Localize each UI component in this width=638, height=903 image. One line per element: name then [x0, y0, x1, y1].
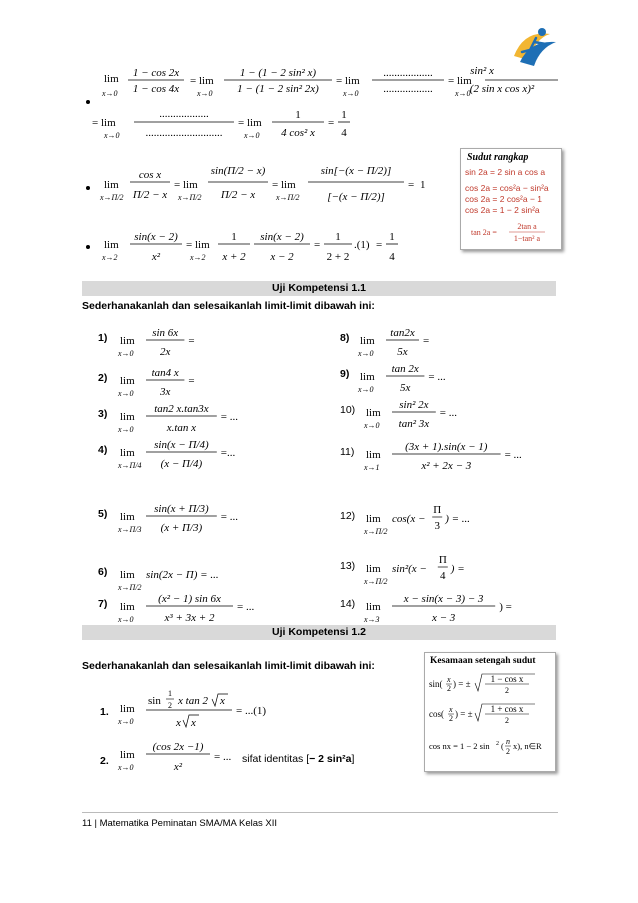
- problem-expression: [118, 498, 318, 542]
- svg-text:x − 3: x − 3: [431, 612, 456, 624]
- svg-text:2: 2: [449, 714, 453, 723]
- instruction-text: Sederhanakanlah dan selesaikanlah limit-limit dibawah ini:: [82, 300, 375, 312]
- identity-line: cos 2a = 1 − 2 sin²a: [465, 205, 540, 215]
- svg-text:sin(: sin(: [429, 679, 443, 689]
- svg-text:x→0: x→0: [358, 349, 374, 358]
- svg-text:=...: =...: [220, 447, 236, 459]
- svg-text:= lim: = lim: [238, 117, 262, 129]
- svg-text:= lim: = lim: [336, 75, 360, 87]
- problem-expression: [364, 436, 564, 480]
- svg-text:= ...: = ...: [220, 411, 239, 423]
- svg-text:) =: ) =: [499, 601, 512, 613]
- bullet: [86, 245, 90, 249]
- svg-text:lim: lim: [366, 601, 381, 613]
- svg-text:tan 2a =: tan 2a =: [471, 228, 497, 237]
- svg-text:2: 2: [496, 741, 499, 747]
- svg-text:x³ + 3x + 2: x³ + 3x + 2: [164, 612, 215, 624]
- problem-number: 13): [340, 560, 356, 572]
- svg-text:x→0: x→0: [118, 615, 134, 624]
- svg-text:= lim: = lim: [186, 239, 210, 251]
- svg-text:x→0: x→0: [118, 425, 134, 434]
- svg-text:x²: x²: [151, 251, 161, 263]
- svg-text:x→0: x→0: [244, 131, 260, 140]
- svg-text:5x: 5x: [400, 382, 411, 394]
- svg-text:x→2: x→2: [102, 253, 118, 262]
- svg-text:x² + 2x − 3: x² + 2x − 3: [421, 460, 472, 472]
- svg-text:=: =: [188, 335, 195, 347]
- problem-number: 9): [340, 368, 350, 380]
- svg-text:1: 1: [420, 179, 426, 191]
- problem-number: 6): [98, 566, 108, 578]
- svg-text:x→Π/2: x→Π/2: [276, 193, 300, 202]
- svg-text:2: 2: [505, 686, 509, 695]
- page-footer: 11 | Matematika Peminatan SMA/MA Kelas XII: [82, 818, 278, 829]
- svg-text:..................: ..................: [383, 83, 433, 95]
- svg-text:x: x: [447, 675, 451, 684]
- problem-number: 1.: [100, 706, 109, 718]
- svg-text:=: =: [376, 239, 383, 251]
- problem-number: 2.: [100, 755, 109, 767]
- svg-text:x: x: [176, 717, 181, 729]
- problem-number: 11): [340, 446, 355, 458]
- problem-expression: [364, 588, 564, 632]
- svg-text:= ...: = ...: [237, 601, 255, 613]
- svg-text:lim: lim: [366, 563, 381, 575]
- svg-text:) =: ) =: [450, 563, 465, 575]
- svg-text:= ...: = ...: [504, 449, 522, 461]
- problem-number: 3): [98, 408, 108, 420]
- svg-text:x→0: x→0: [118, 349, 134, 358]
- svg-text:tan2 x.tan3x: tan2 x.tan3x: [154, 403, 209, 415]
- svg-text:) = ±: ) = ±: [453, 679, 471, 689]
- svg-text:lim: lim: [360, 371, 375, 383]
- svg-text:sin[−(x − Π/2)]: sin[−(x − Π/2)]: [320, 165, 392, 177]
- svg-text:sin(Π/2 − x): sin(Π/2 − x): [210, 165, 266, 177]
- svg-text:sin² 2x: sin² 2x: [399, 399, 429, 411]
- svg-text:sin: sin: [148, 695, 161, 707]
- svg-text:x→0: x→0: [358, 385, 374, 394]
- identity-note: sifat identitas [− 2 sin²a]: [242, 753, 355, 765]
- svg-text:lim: lim: [120, 511, 135, 523]
- svg-text:= lim: = lim: [272, 179, 296, 191]
- identity-line: cos 2a = 2 cos²a − 1: [465, 194, 543, 204]
- svg-text:x→1: x→1: [364, 463, 380, 472]
- uji2-problem-1: [118, 680, 318, 740]
- svg-text:4: 4: [440, 570, 446, 582]
- svg-text:Π/2 − x: Π/2 − x: [220, 189, 256, 201]
- svg-text:lim: lim: [120, 411, 135, 423]
- svg-text:lim: lim: [120, 447, 135, 459]
- svg-text:=: =: [188, 375, 195, 387]
- svg-text:1: 1: [335, 231, 341, 243]
- svg-text:= lim: = lim: [92, 117, 116, 129]
- svg-text:x→0: x→0: [455, 89, 471, 98]
- problem-number: 12): [340, 510, 356, 522]
- svg-text:1: 1: [231, 231, 237, 243]
- problem-number: 4): [98, 444, 108, 456]
- svg-text:2: 2: [447, 684, 451, 693]
- svg-text:1−tan² a: 1−tan² a: [513, 234, 541, 243]
- svg-text:2x: 2x: [160, 346, 171, 358]
- svg-text:x→2: x→2: [190, 253, 206, 262]
- svg-text:=: =: [408, 179, 415, 191]
- svg-text:= lim: = lim: [190, 75, 214, 87]
- svg-text:Π/2 − x: Π/2 − x: [132, 189, 168, 201]
- svg-text:lim: lim: [360, 335, 375, 347]
- svg-text:(: (: [501, 741, 504, 751]
- problem-expression: [364, 394, 564, 438]
- problem-number: 10): [340, 404, 356, 416]
- svg-text:= lim: = lim: [174, 179, 198, 191]
- fraction-denominator: 1 − cos 4x: [132, 83, 180, 95]
- svg-text:cos(: cos(: [429, 709, 444, 719]
- svg-text:x − 2: x − 2: [270, 251, 294, 263]
- svg-text:lim: lim: [104, 179, 119, 191]
- svg-text:sin(x − 2): sin(x − 2): [134, 231, 178, 243]
- svg-text:=: =: [423, 335, 430, 347]
- bullet: [86, 186, 90, 190]
- svg-text:x→0: x→0: [118, 717, 134, 726]
- example-3: [100, 224, 400, 268]
- problem-number: 7): [98, 598, 108, 610]
- lim-word: lim: [104, 73, 119, 85]
- svg-text:lim: lim: [366, 449, 381, 461]
- footer-rule: [82, 812, 558, 813]
- section-banner: Uji Kompetensi 1.2: [82, 625, 556, 640]
- svg-text:lim: lim: [120, 569, 135, 581]
- svg-text:1: 1: [341, 109, 347, 121]
- fraction-numerator: 1 − (1 − 2 sin² x): [239, 67, 317, 79]
- half-angle-identities: [429, 671, 553, 771]
- svg-text:..................: ..................: [159, 108, 209, 120]
- svg-text:sin(x − 2): sin(x − 2): [260, 231, 304, 243]
- svg-text:sin 6x: sin 6x: [152, 327, 179, 339]
- sidebox-setengah-sudut: [424, 652, 556, 772]
- svg-text:=: =: [328, 117, 335, 129]
- svg-text:tan² 3x: tan² 3x: [398, 418, 430, 430]
- problem-expression: [118, 588, 318, 632]
- problem-expression: [364, 500, 564, 544]
- svg-text:lim: lim: [120, 703, 135, 715]
- svg-text:(x + Π/3): (x + Π/3): [160, 522, 203, 534]
- sidebox-title: Sudut rangkap: [467, 152, 529, 163]
- example-1-line-1: [100, 56, 535, 106]
- svg-text:x tan 2: x tan 2: [178, 695, 208, 707]
- svg-text:) = ±: ) = ±: [455, 709, 473, 719]
- svg-text:Π: Π: [433, 504, 442, 516]
- identity-line: sin 2a = 2 sin a cos a: [465, 167, 546, 177]
- svg-text:x→Π/2: x→Π/2: [100, 193, 124, 202]
- svg-text:x→0: x→0: [118, 389, 134, 398]
- svg-text:2: 2: [168, 701, 172, 710]
- svg-text:sin(x + Π/3): sin(x + Π/3): [154, 503, 209, 515]
- svg-text:Π: Π: [438, 554, 447, 566]
- svg-text:2tan a: 2tan a: [517, 222, 537, 231]
- svg-text:tan2x: tan2x: [390, 327, 415, 339]
- svg-text:x→0: x→0: [343, 89, 359, 98]
- svg-text:4 cos² x: 4 cos² x: [281, 127, 315, 139]
- svg-text:(x − Π/4): (x − Π/4): [160, 458, 203, 470]
- svg-text:4: 4: [341, 127, 347, 139]
- sidebox-sudut-rangkap: [460, 148, 562, 250]
- svg-text:x→Π/3: x→Π/3: [118, 525, 142, 534]
- svg-text:2 + 2: 2 + 2: [326, 251, 350, 263]
- svg-text:(3x + 1).sin(x − 1): (3x + 1).sin(x − 1): [405, 441, 488, 453]
- svg-text:sin(2x − Π) = ...: sin(2x − Π) = ...: [146, 569, 219, 581]
- svg-text:= ...(1): = ...(1): [236, 705, 267, 717]
- svg-text:= ...: = ...: [214, 751, 232, 763]
- svg-text:1: 1: [389, 231, 395, 243]
- instruction-text: Sederhanakanlah dan selesaikanlah limit-limit dibawah ini:: [82, 660, 375, 672]
- svg-text:cos nx = 1 − 2 sin: cos nx = 1 − 2 sin: [429, 741, 490, 751]
- svg-text:=: =: [314, 239, 321, 251]
- svg-text:x→Π/2: x→Π/2: [364, 577, 388, 586]
- svg-text:x→Π/2: x→Π/2: [364, 527, 388, 536]
- svg-text:= ...: = ...: [220, 511, 239, 523]
- svg-text:tan4 x: tan4 x: [151, 367, 179, 379]
- svg-text:x→0: x→0: [118, 763, 134, 772]
- tan-identity: [471, 221, 561, 247]
- svg-text:1: 1: [295, 109, 301, 121]
- svg-text:1 + cos x: 1 + cos x: [490, 704, 524, 714]
- problem-number: 1): [98, 332, 108, 344]
- svg-text:..................: ..................: [383, 67, 433, 79]
- svg-text:x→0: x→0: [104, 131, 120, 140]
- svg-text:x − sin(x − 3) − 3: x − sin(x − 3) − 3: [403, 593, 484, 605]
- identity-line: cos 2a = cos²a − sin²a: [465, 183, 549, 193]
- sidebox-title: Kesamaan setengah sudut: [430, 656, 536, 666]
- svg-text:x: x: [220, 695, 225, 707]
- problem-expression: [118, 322, 318, 366]
- svg-text:(x² − 1) sin 6x: (x² − 1) sin 6x: [158, 593, 221, 605]
- fraction-numerator: sin² x: [470, 65, 494, 77]
- svg-text:lim: lim: [366, 407, 381, 419]
- svg-text:lim: lim: [104, 239, 119, 251]
- fraction-denominator: 1 − (1 − 2 sin² 2x): [237, 83, 319, 95]
- svg-text:x), n∈R: x), n∈R: [513, 741, 542, 751]
- svg-text:1: 1: [168, 689, 172, 698]
- svg-text:2: 2: [505, 716, 509, 725]
- problem-number: 8): [340, 332, 350, 344]
- fraction-numerator: 1 − cos 2x: [132, 67, 180, 79]
- svg-text:lim: lim: [120, 749, 135, 761]
- svg-text:cos(x −: cos(x −: [392, 513, 426, 525]
- problem-number: 5): [98, 508, 108, 520]
- svg-text:x.tan x: x.tan x: [166, 422, 197, 434]
- svg-text:5x: 5x: [397, 346, 408, 358]
- lim-subscript: x→0: [102, 89, 118, 98]
- svg-text:(cos 2x −1): (cos 2x −1): [152, 741, 204, 753]
- svg-text:4: 4: [389, 251, 395, 263]
- svg-text:[−(x − Π/2)]: [−(x − Π/2)]: [327, 191, 385, 203]
- svg-text:= ...: = ...: [439, 407, 458, 419]
- svg-text:x + 2: x + 2: [222, 251, 246, 263]
- svg-text:= ...: = ...: [428, 371, 446, 383]
- example-2: [100, 150, 440, 218]
- svg-text:lim: lim: [366, 513, 381, 525]
- svg-text:lim: lim: [120, 335, 135, 347]
- problem-expression: [118, 434, 318, 478]
- section-banner: Uji Kompetensi 1.1: [82, 281, 556, 296]
- svg-text:sin(x − Π/4): sin(x − Π/4): [154, 439, 209, 451]
- fraction-denominator: (2 sin x cos x)²: [469, 83, 535, 95]
- svg-text:) = ...: ) = ...: [445, 513, 471, 525]
- svg-text:x→Π/2: x→Π/2: [178, 193, 202, 202]
- svg-text:cos x: cos x: [138, 169, 162, 181]
- svg-text:x→Π/4: x→Π/4: [118, 461, 142, 470]
- svg-text:x→3: x→3: [364, 615, 380, 624]
- svg-text:x→0: x→0: [197, 89, 213, 98]
- svg-text:x→0: x→0: [364, 421, 380, 430]
- svg-text:3x: 3x: [160, 386, 171, 398]
- svg-text:= lim: = lim: [448, 75, 472, 87]
- svg-text:n: n: [506, 737, 510, 746]
- svg-text:x: x: [191, 717, 196, 729]
- problem-number: 14): [340, 598, 356, 610]
- example-1-line-2: [92, 106, 352, 144]
- svg-text:3: 3: [434, 520, 440, 532]
- svg-text:x→Π/2: x→Π/2: [118, 583, 142, 592]
- svg-text:lim: lim: [120, 375, 135, 387]
- svg-text:1 − cos x: 1 − cos x: [490, 674, 524, 684]
- problem-number: 2): [98, 372, 108, 384]
- svg-text:sin²(x −: sin²(x −: [392, 563, 427, 575]
- svg-text:lim: lim: [120, 601, 135, 613]
- svg-text:x: x: [449, 705, 453, 714]
- svg-text:............................: ............................: [145, 127, 223, 139]
- svg-text:.(1): .(1): [354, 239, 370, 251]
- svg-text:tan 2x: tan 2x: [391, 363, 419, 375]
- svg-text:2: 2: [506, 747, 510, 756]
- bullet: [86, 100, 90, 104]
- svg-text:x²: x²: [173, 761, 183, 773]
